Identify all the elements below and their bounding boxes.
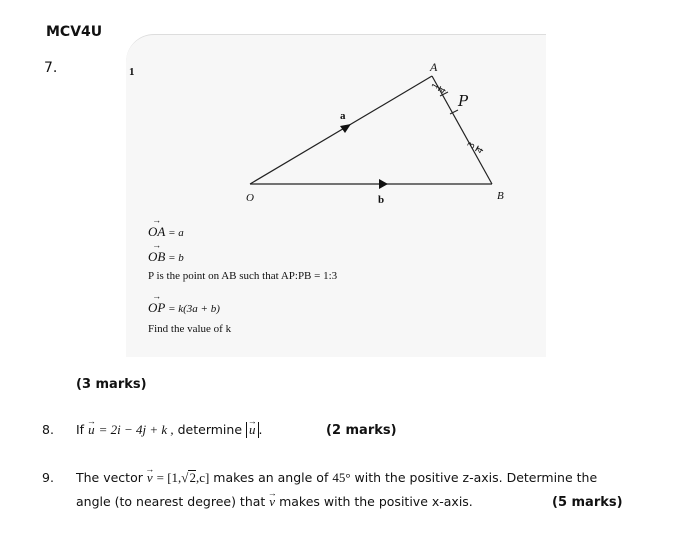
ratio-bottom-numerator: 3 <box>466 140 478 151</box>
equation-OB-rhs: = b <box>168 252 184 264</box>
vector-v-2: → v <box>269 490 275 514</box>
vector-OA: → OA <box>148 224 165 240</box>
vector-a-label: a <box>340 110 346 122</box>
equation-OB <box>148 249 184 265</box>
side-OA <box>250 76 432 184</box>
vector-b-label: b <box>378 194 385 206</box>
vector-v-expression: = [1,√2,c] <box>156 470 210 485</box>
vertex-A-label: A <box>430 60 438 74</box>
question-9-text-b: makes an angle of <box>213 470 329 485</box>
question-9-marks: (5 marks) <box>552 495 623 510</box>
equation-OA-rhs: = a <box>168 227 184 239</box>
figure-label: 1 <box>129 66 135 78</box>
course-code: MCV4U <box>46 24 103 40</box>
angle-45: 45° <box>332 470 351 485</box>
question-8-text: If → u = 2i − 4j + k , determine → u . <box>76 418 262 442</box>
vector-OB: → OB <box>148 249 165 265</box>
ratio-top-numerator: 1 <box>430 81 441 91</box>
question-9-text-a: The vector <box>76 470 143 485</box>
vector-v-root: 2 <box>189 470 196 485</box>
arrow-b <box>379 179 388 189</box>
question-9-text-c: with the positive z-axis. Determine the <box>354 470 598 485</box>
equation-OP <box>148 300 220 316</box>
question-9-line-1 <box>76 466 597 490</box>
magnitude-u: → u <box>246 422 259 438</box>
ratio-top-denominator: 4 <box>437 86 449 95</box>
vertex-B-label: B <box>497 190 504 202</box>
equation-find-k: Find the value of k <box>148 323 232 335</box>
question-7-number: 7. <box>44 60 58 76</box>
vector-u-expression: = 2i − 4j + k , <box>98 422 174 437</box>
vector-v: → v <box>147 466 153 490</box>
point-P-label: P <box>458 92 469 110</box>
question-9-number: 9. <box>42 470 54 485</box>
question-9-text-d: angle (to nearest degree) that <box>76 494 266 509</box>
question-8-if: If <box>76 422 85 437</box>
equation-OP-rhs: = k(3a + b) <box>168 303 220 315</box>
question-8-determine: determine <box>177 422 243 437</box>
vector-OP: → OP <box>148 300 165 316</box>
equation-OA <box>148 224 184 240</box>
equation-P-ratio: P is the point on AB such that AP:PB = 1:3 <box>148 270 338 282</box>
question-8-marks: (2 marks) <box>326 423 397 438</box>
question-9-line-2 <box>76 490 473 514</box>
question-9-text-e: makes with the positive x-axis. <box>279 494 473 509</box>
vector-v-pre: = [1, <box>156 470 182 485</box>
vector-v-post: ,c] <box>195 470 210 485</box>
ratio-bottom-denominator: 4 <box>475 145 487 156</box>
vertex-O-label: O <box>246 192 254 204</box>
question-7-marks: (3 marks) <box>76 377 147 392</box>
arrow-a <box>340 124 351 133</box>
vector-u: → u <box>88 418 95 442</box>
question-8-number: 8. <box>42 422 54 437</box>
